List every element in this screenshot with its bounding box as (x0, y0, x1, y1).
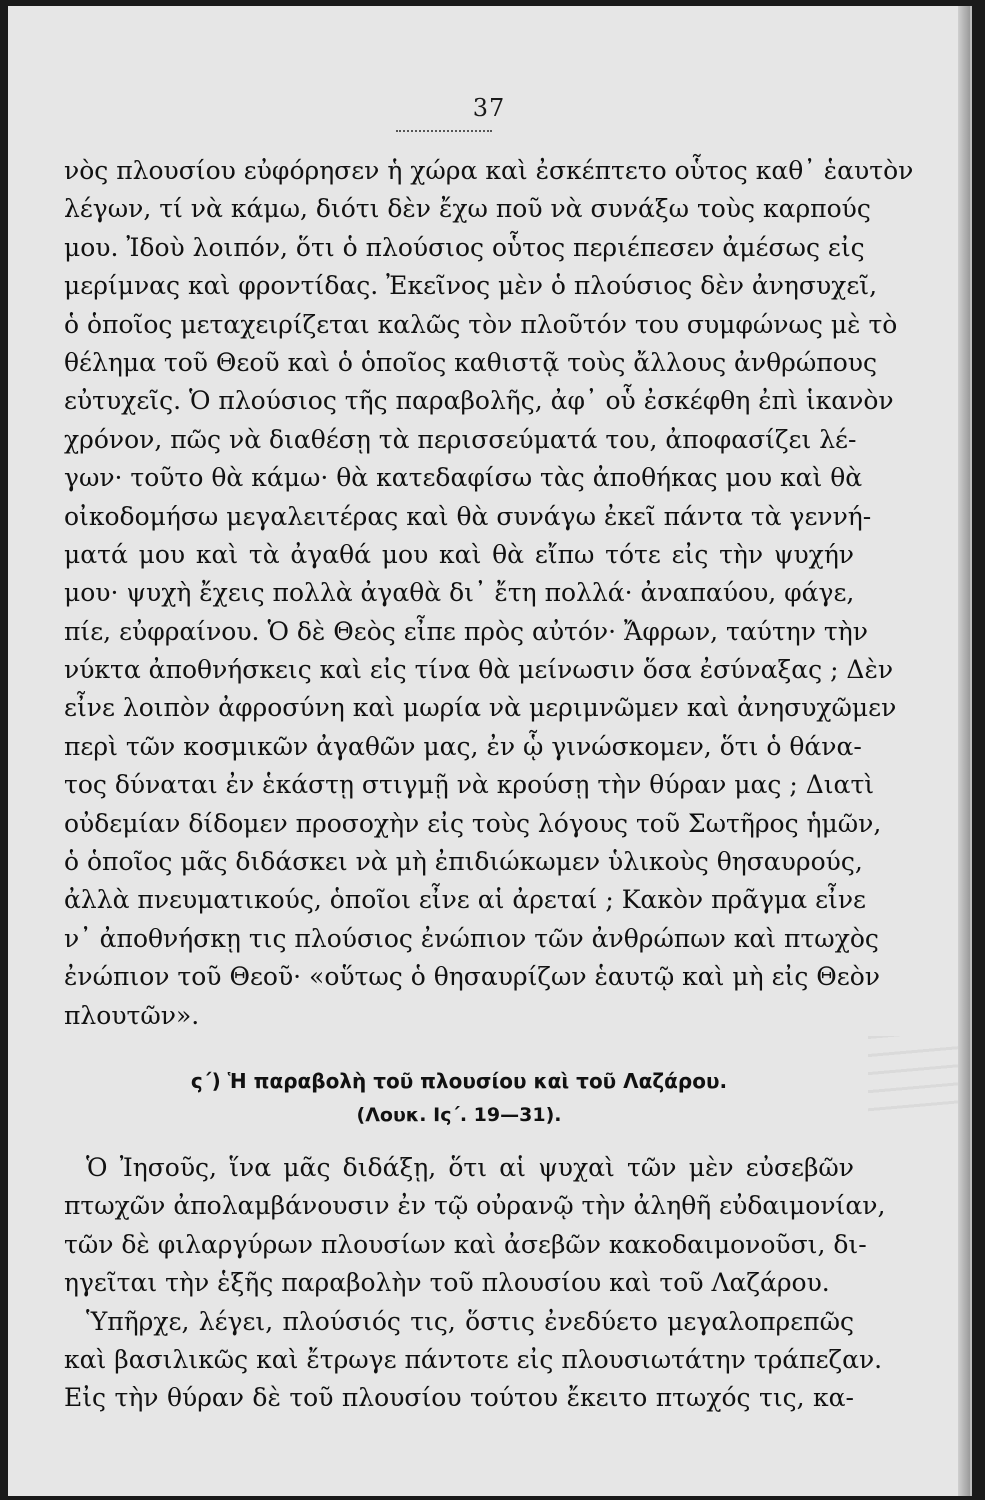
text-line: εἶνε λοιπὸν ἀφροσύνη καὶ μωρία νὰ μεριμνῶμεν καὶ ἀνησυχῶμεν (64, 693, 897, 723)
text-line: χρόνον, πῶς νὰ διαθέσῃ τὰ περισσεύματά του, ἀποφασίζει λέ- (64, 424, 857, 454)
text-line: τῶν δὲ φιλαργύρων πλουσίων καὶ ἀσεβῶν κακοδαιμονοῦσι, δι- (64, 1229, 867, 1259)
text-line: νὸς πλουσίου εὐφόρησεν ἡ χώρα καὶ ἐσκέπτετο οὗτος καθ᾽ ἑαυτὸν (64, 156, 914, 185)
text-line: περὶ τῶν κοσμικῶν ἀγαθῶν μας, ἐν ᾧ γινώσκομεν, ὅτι ὁ θάνα- (64, 731, 862, 761)
page-edge-shadow (958, 6, 970, 1496)
text-line: ἀλλὰ πνευματικούς, ὁποῖοι εἶνε αἱ ἀρεταί ; Κακὸν πρᾶγμα εἶνε (64, 885, 867, 915)
text-line: Εἰς τὴν θύραν δὲ τοῦ πλουσίου τούτου ἔκειτο πτωχός τις, κα- (64, 1383, 854, 1413)
scanned-page (8, 6, 972, 1496)
text-line: ὁ ὁποῖος μᾶς διδάσκει νὰ μὴ ἐπιδιώκωμεν ὑλικοὺς θησαυρούς, (64, 847, 863, 877)
text-line: Ὁ Ἰησοῦς, ἵνα μᾶς διδάξῃ, ὅτι αἱ ψυχαὶ τῶν μὲν εὐσεβῶν (86, 1153, 854, 1182)
show-through-marks (868, 1036, 958, 1116)
section-reference: (Λουκ. Ις΄. 19—31). (356, 1104, 562, 1126)
text-line: Ὑπῆρχε, λέγει, πλούσιός τις, ὅστις ἐνεδύετο μεγαλοπρεπῶς (86, 1306, 854, 1336)
text-line: ἐνώπιον τοῦ Θεοῦ· «οὕτως ὁ θησαυρίζων ἑαυτῷ καὶ μὴ εἰς Θεὸν (64, 962, 880, 992)
page-number-rule (396, 130, 492, 132)
text-line: καὶ βασιλικῶς καὶ ἔτρωγε πάντοτε εἰς πλουσιωτάτην τράπεζαν. (64, 1344, 883, 1374)
text-line: μου· ψυχὴ ἔχεις πολλὰ ἀγαθὰ δι᾽ ἔτη πολλά· ἀναπαύου, φάγε, (64, 578, 855, 608)
text-line: εὐτυχεῖς. Ὁ πλούσιος τῆς παραβολῆς, ἀφ᾽ οὗ ἐσκέφθη ἐπὶ ἱκανὸν (64, 386, 894, 416)
text-line: μου. Ἰδοὺ λοιπόν, ὅτι ὁ πλούσιος οὗτος περιέπεσεν ἀμέσως εἰς (64, 232, 865, 262)
text-line: οὐδεμίαν δίδομεν προσοχὴν εἰς τοὺς λόγους τοῦ Σωτῆρος ἡμῶν, (64, 808, 882, 838)
text-line: πίε, εὐφραίνου. Ὁ δὲ Θεὸς εἶπε πρὸς αὐτόν· Ἄφρων, ταύτην τὴν (64, 616, 868, 646)
text-line: οἰκοδομήσω μεγαλειτέρας καὶ θὰ συνάγω ἐκεῖ πάντα τὰ γεννή- (64, 501, 872, 531)
text-line: ματά μου καὶ τὰ ἀγαθά μου καὶ θὰ εἴπω τότε εἰς τὴν ψυχήν (64, 539, 854, 569)
text-line: ὁ ὁποῖος μεταχειρίζεται καλῶς τὸν πλοῦτόν του συμφώνως μὲ τὸ (64, 309, 898, 339)
section-heading-block (64, 1064, 854, 1132)
text-line: ν᾽ ἀποθνήσκῃ τις πλούσιος ἐνώπιον τῶν ἀνθρώπων καὶ πτωχὸς (64, 923, 879, 953)
text-line: θέλημα τοῦ Θεοῦ καὶ ὁ ὁποῖος καθιστᾷ τοὺς ἄλλους ἀνθρώπους (64, 347, 877, 377)
text-line: πλουτῶν». (64, 1000, 200, 1030)
text-line: τος δύναται ἐν ἑκάστῃ στιγμῇ νὰ κρούσῃ τὴν θύραν μας ; Διατὶ (64, 770, 875, 800)
page-number: 37 (472, 94, 506, 122)
text-line: γων· τοῦτο θὰ κάμω· θὰ κατεδαφίσω τὰς ἀποθήκας μου καὶ θὰ (64, 463, 863, 493)
text-line: νύκτα ἀποθνήσκεις καὶ εἰς τίνα θὰ μείνωσιν ὅσα ἐσύναξας ; Δὲν (64, 655, 894, 685)
text-line: ηγεῖται τὴν ἑξῆς παραβολὴν τοῦ πλουσίου καὶ τοῦ Λαζάρου. (64, 1268, 830, 1298)
text-line: πτωχῶν ἀπολαμβάνουσιν ἐν τῷ οὐρανῷ τὴν ἀληθῆ εὐδαιμονίαν, (64, 1191, 886, 1221)
text-line: λέγων, τί νὰ κάμω, διότι δὲν ἔχω ποῦ νὰ συνάξω τοὺς καρπούς (64, 194, 871, 224)
section-heading: ς΄) Ἡ παραβολὴ τοῦ πλουσίου καὶ τοῦ Λαζάρου. (190, 1069, 728, 1093)
text-line: μερίμνας καὶ φροντίδας. Ἐκεῖνος μὲν ὁ πλούσιος δὲν ἀνησυχεῖ, (64, 271, 878, 301)
paragraph-2-3 (64, 1149, 886, 1418)
paragraph-1 (64, 152, 914, 1035)
